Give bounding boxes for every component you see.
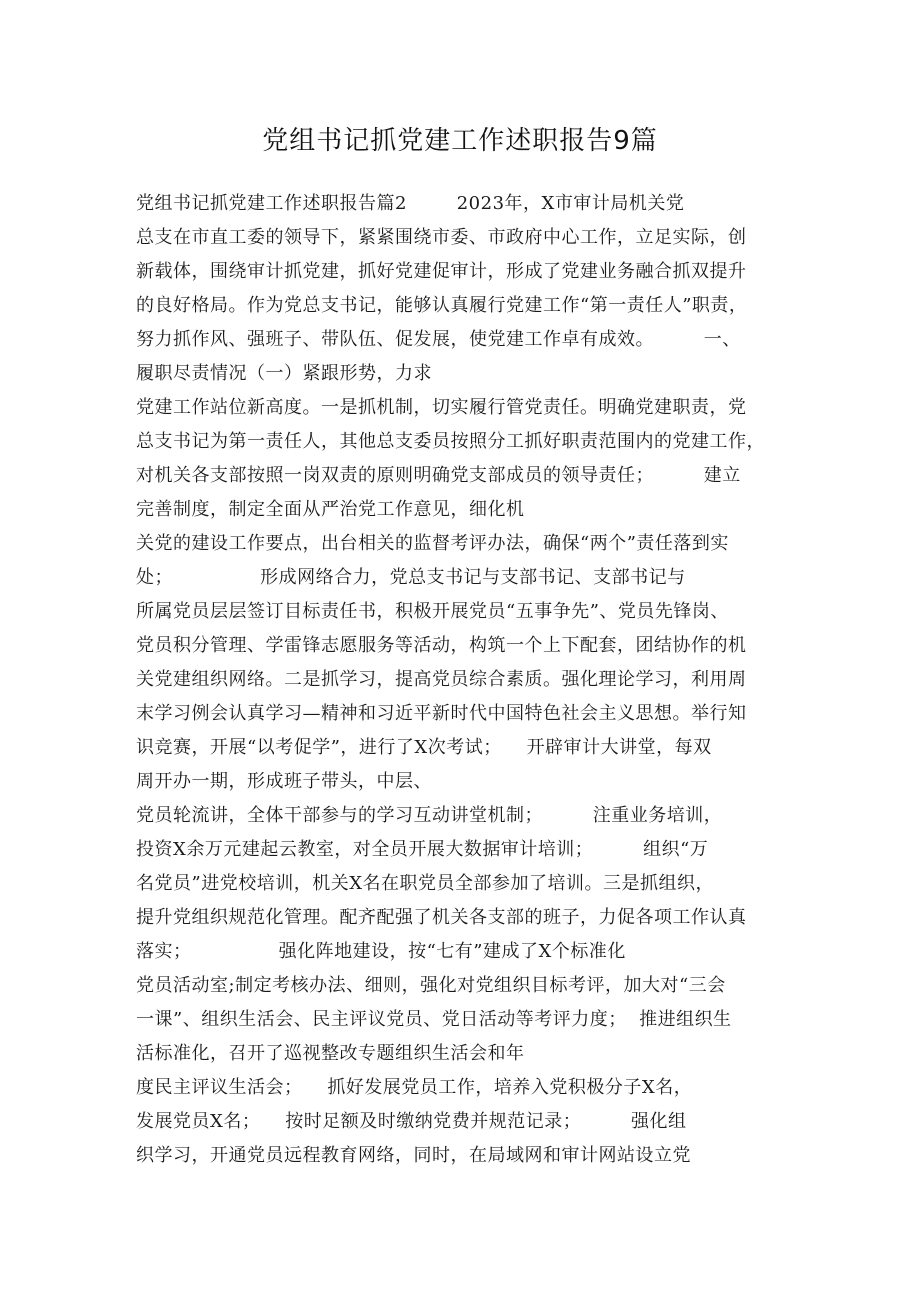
body-line: 处； 形成网络合力，党总支书记与支部书记、支部书记与 xyxy=(136,567,686,588)
body-line: 完善制度，制定全面从严治党工作意见，细化机 xyxy=(136,499,525,520)
body-line: 党组书记抓党建工作述职报告篇2 2023年，X市审计局机关党 xyxy=(136,193,685,214)
body-line: 名党员”进党校培训，机关X名在职党员全部参加了培训。三是抓组织， xyxy=(136,873,715,894)
body-line: 活标准化，召开了巡视整改专题组织生活会和年 xyxy=(136,1043,525,1064)
body-line: 对机关各支部按照一岗双责的原则明确党支部成员的领导责任； 建立 xyxy=(136,465,741,486)
body-line: 一课”、组织生活会、民主评议党员、党日活动等考评力度； 推进组织生 xyxy=(136,1009,732,1030)
body-line: 末学习例会认真学习—精神和习近平新时代中国特色社会主义思想。举行知 xyxy=(136,703,747,724)
body-line: 发展党员X名； 按时足额及时缴纳党费并规范记录； 强化组 xyxy=(136,1111,687,1132)
body-line: 关党建组织网络。二是抓学习，提高党员综合素质。强化理论学习，利用周 xyxy=(136,669,747,690)
body-line: 关党的建设工作要点，出台相关的监督考评办法，确保“两个”责任落到实 xyxy=(136,533,729,554)
body-line: 的良好格局。作为党总支书记，能够认真履行党建工作“第一责任人”职责， xyxy=(136,295,748,316)
body-line: 落实； 强化阵地建设，按“七有”建成了X个标准化 xyxy=(136,941,626,962)
body-line: 党建工作站位新高度。一是抓机制，切实履行管党责任。明确党建职责，党 xyxy=(136,397,747,418)
body-line: 新载体，围绕审计抓党建，抓好党建促审计，形成了党建业务融合抓双提升 xyxy=(136,261,747,282)
document-title: 党组书记抓党建工作述职报告9篇 xyxy=(262,126,658,156)
body-line: 党员活动室;制定考核办法、细则，强化对党组织目标考评，加大对“三会 xyxy=(136,975,726,996)
body-line: 投资X余万元建起云教室，对全员开展大数据审计培训； 组织“万 xyxy=(136,839,709,860)
body-line: 总支在市直工委的领导下，紧紧围绕市委、市政府中心工作，立足实际，创 xyxy=(136,227,747,248)
body-line: 提升党组织规范化管理。配齐配强了机关各支部的班子，力促各项工作认真 xyxy=(136,907,747,928)
body-line: 履职尽责情况（一）紧跟形势，力求 xyxy=(136,363,432,384)
body-line: 总支书记为第一责任人，其他总支委员按照分工抓好职责范围内的党建工作， xyxy=(136,431,765,452)
body-line: 党员轮流讲，全体干部参与的学习互动讲堂机制； 注重业务培训， xyxy=(136,805,723,826)
body-line: 努力抓作风、强班子、带队伍、促发展，使党建工作卓有成效。 一、 xyxy=(136,329,741,350)
body-line: 织学习，开通党员远程教育网络，同时，在局域网和审计网站设立党 xyxy=(136,1145,691,1166)
body-line: 周开办一期，形成班子带头，中层、 xyxy=(136,771,432,792)
body-line: 度民主评议生活会； 抓好发展党员工作，培养入党积极分子X名， xyxy=(136,1077,693,1098)
body-line: 党员积分管理、学雷锋志愿服务等活动，构筑一个上下配套，团结协作的机 xyxy=(136,635,747,656)
body-line: 所属党员层层签订目标责任书，积极开展党员“五事争先”、党员先锋岗、 xyxy=(136,601,729,622)
body-line: 识竞赛，开展“以考促学”，进行了X次考试； 开辟审计大讲堂，每双 xyxy=(136,737,712,758)
